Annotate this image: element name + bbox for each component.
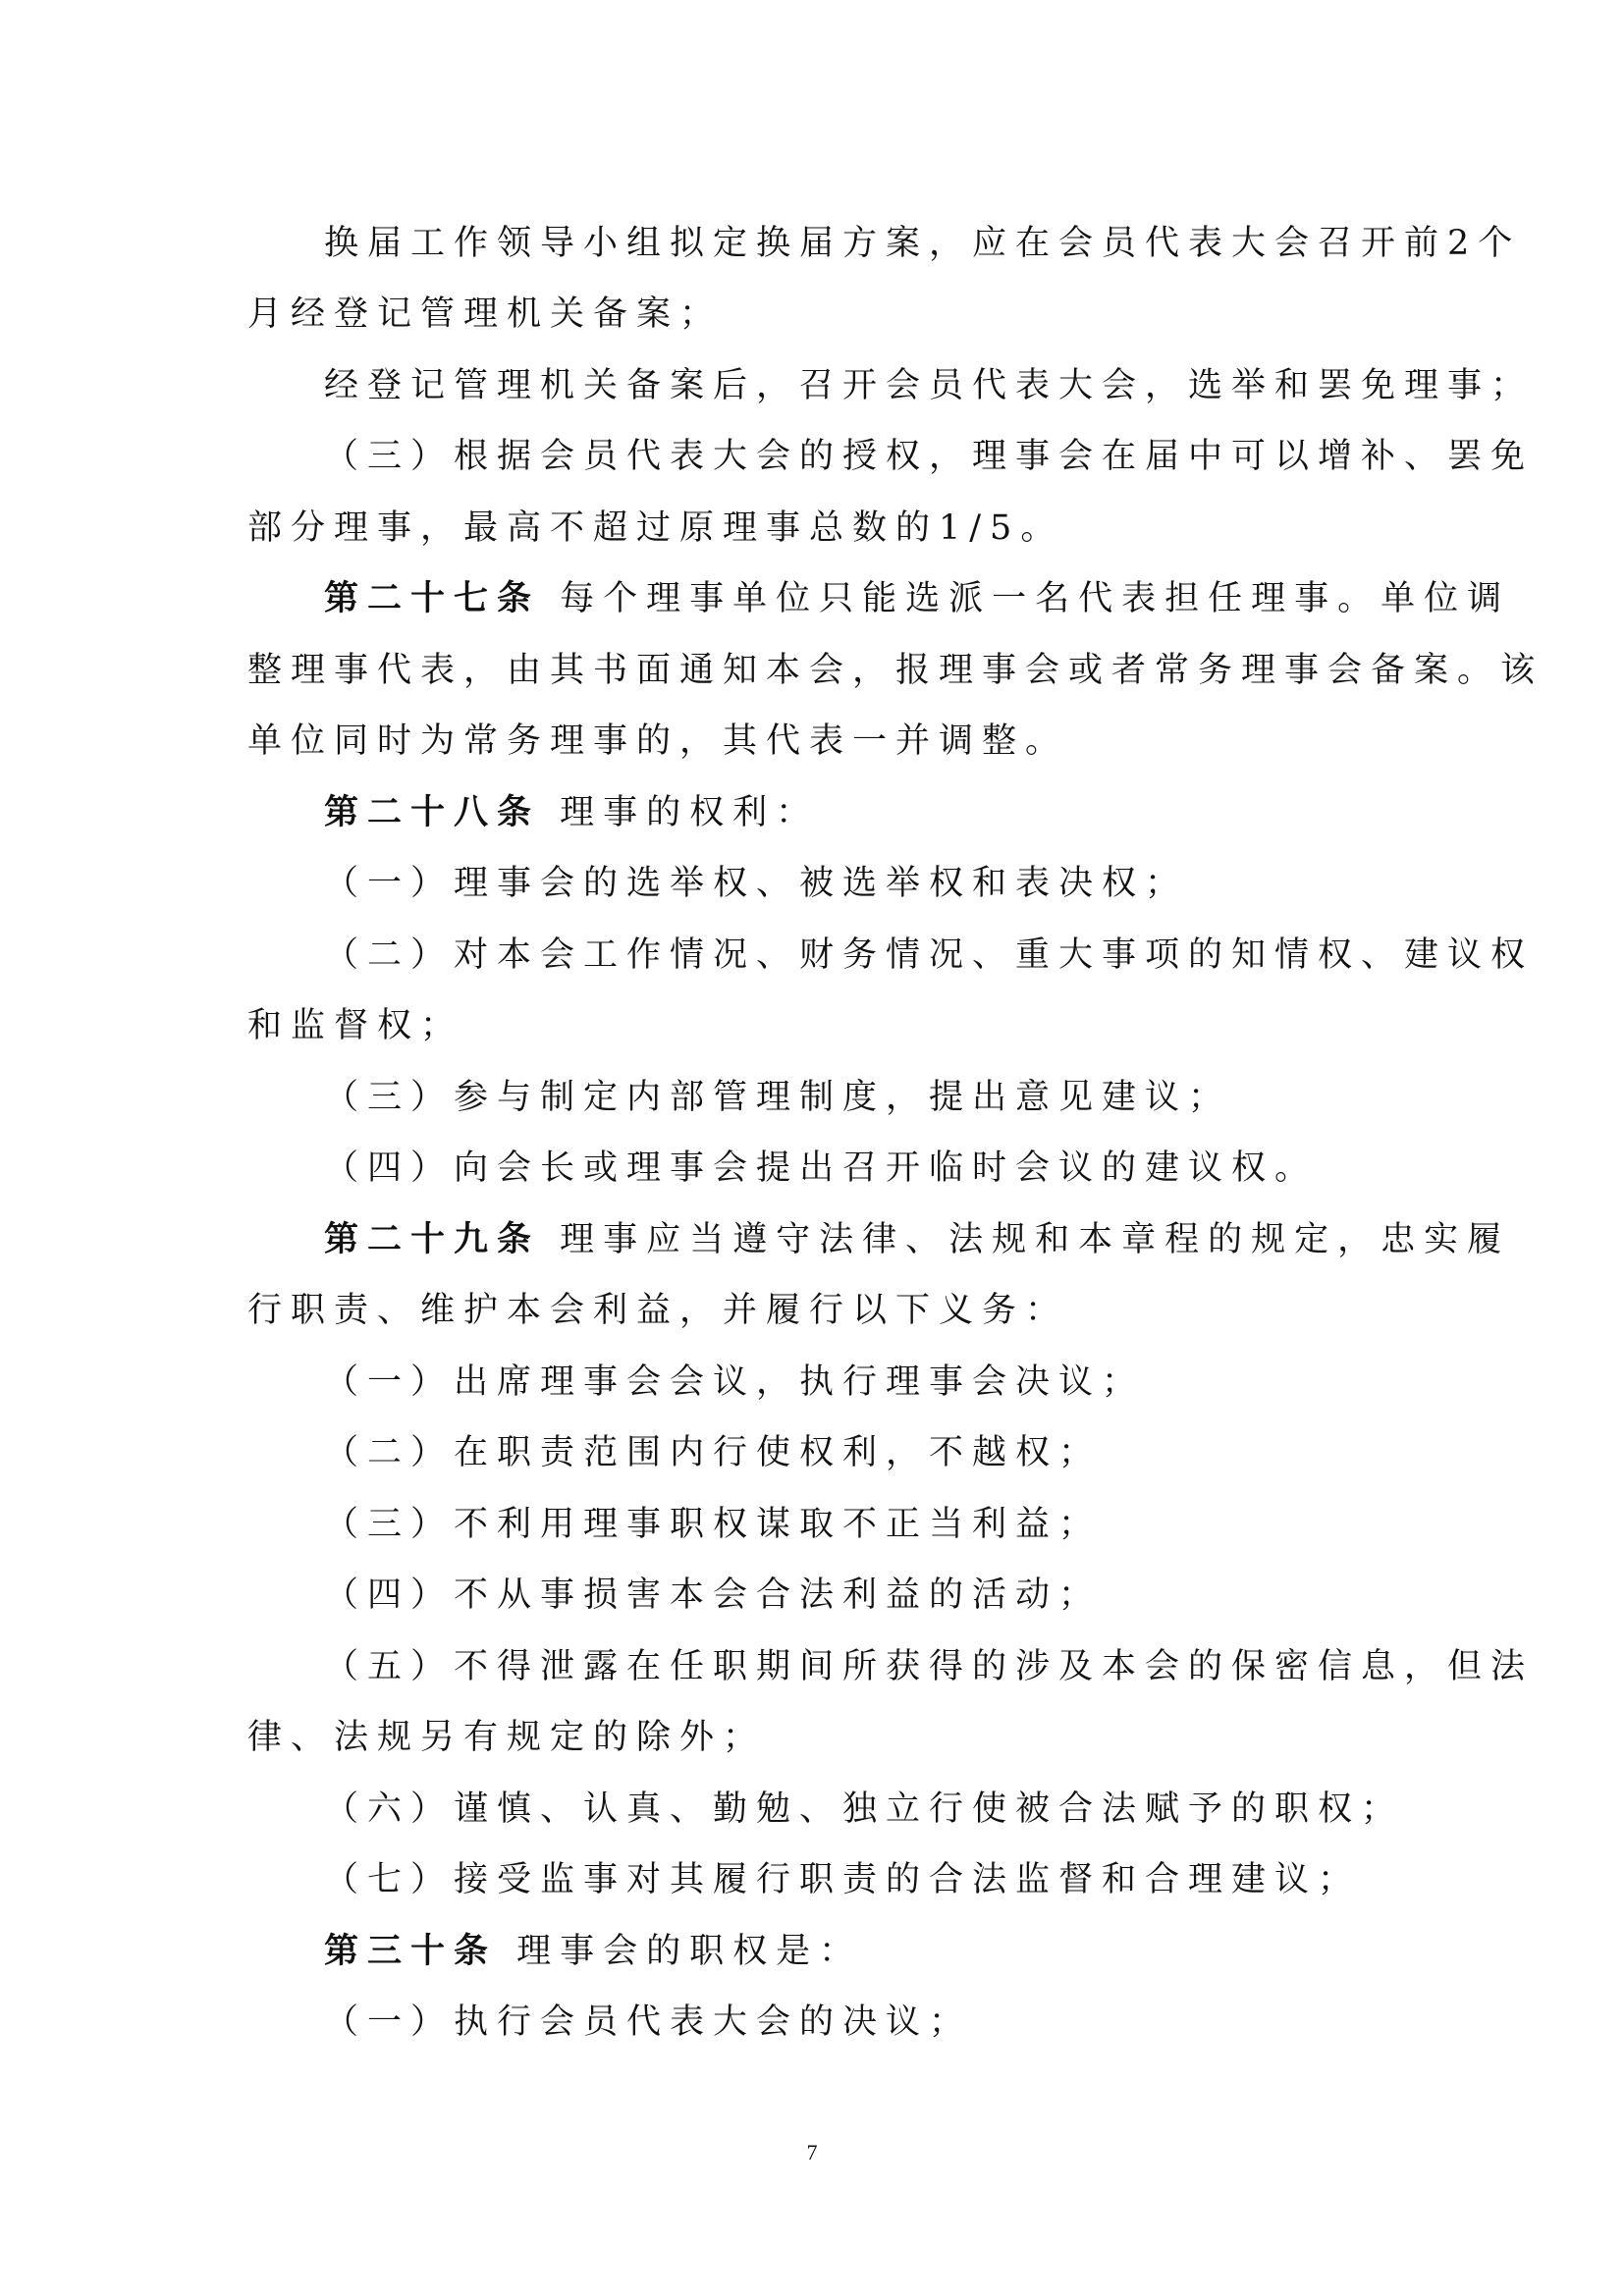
paragraph-line: 单位同时为常务理事的，其代表一并调整。 [247,721,1069,761]
paragraph-line: （一）出席理事会会议，执行理事会决议； [324,1362,1146,1402]
article-line: 第二十七条 每个理事单位只能选派一名代表担任理事。单位调 [324,578,1511,618]
paragraph-line: （五）不得泄露在任职期间所获得的涉及本会的保密信息，但法 [324,1647,1535,1686]
paragraph-line: 经登记管理机关备案后，召开会员代表大会，选举和罢免理事； [324,366,1535,405]
article-heading: 第二十八条 [324,792,541,832]
paragraph-line: （三）参与制定内部管理制度，提出意见建议； [324,1078,1232,1117]
paragraph-line: （一）理事会的选举权、被选举权和表决权； [324,864,1189,903]
article-line: 第二十八条 理事的权利： [324,792,820,832]
page-number: 7 [806,2140,818,2164]
paragraph-line: （三）不利用理事职权谋取不正当利益； [324,1505,1103,1544]
article-line: 第三十条 理事会的职权是： [324,1931,863,1971]
paragraph-line: （二）对本会工作情况、财务情况、重大事项的知情权、建议权 [324,935,1535,975]
paragraph-line: （四）向会长或理事会提出召开临时会议的建议权。 [324,1148,1319,1188]
paragraph-line: 和监督权； [247,1006,464,1045]
paragraph-line: （四）不从事损害本会合法利益的活动； [324,1575,1103,1615]
paragraph-line: （七）接受监事对其履行职责的合法监督和合理建议； [324,1860,1362,1899]
paragraph-line: （一）执行会员代表大会的决议； [324,2002,973,2042]
paragraph-line: 换届工作领导小组拟定换届方案，应在会员代表大会召开前2个 [324,224,1522,263]
paragraph-line: （二）在职责范围内行使权利，不越权； [324,1433,1103,1472]
paragraph-line: （六）谨慎、认真、勤勉、独立行使被合法赋予的职权； [324,1789,1405,1829]
article-heading: 第二十七条 [324,578,541,618]
article-heading: 第三十条 [324,1931,498,1971]
paragraph-line: 整理事代表，由其书面通知本会，报理事会或者常务理事会备案。该 [247,651,1544,690]
article-heading: 第二十九条 [324,1219,541,1259]
paragraph-line: 部分理事，最高不超过原理事总数的1/5。 [247,508,1064,548]
paragraph-line: 行职责、维护本会利益，并履行以下义务： [247,1291,1069,1330]
article-line: 第二十九条 理事应当遵守法律、法规和本章程的规定，忠实履 [324,1219,1511,1259]
paragraph-line: （三）根据会员代表大会的授权，理事会在届中可以增补、罢免 [324,437,1535,476]
paragraph-line: 律、法规另有规定的除外； [247,1718,767,1757]
paragraph-line: 月经登记管理机关备案； [247,294,724,334]
